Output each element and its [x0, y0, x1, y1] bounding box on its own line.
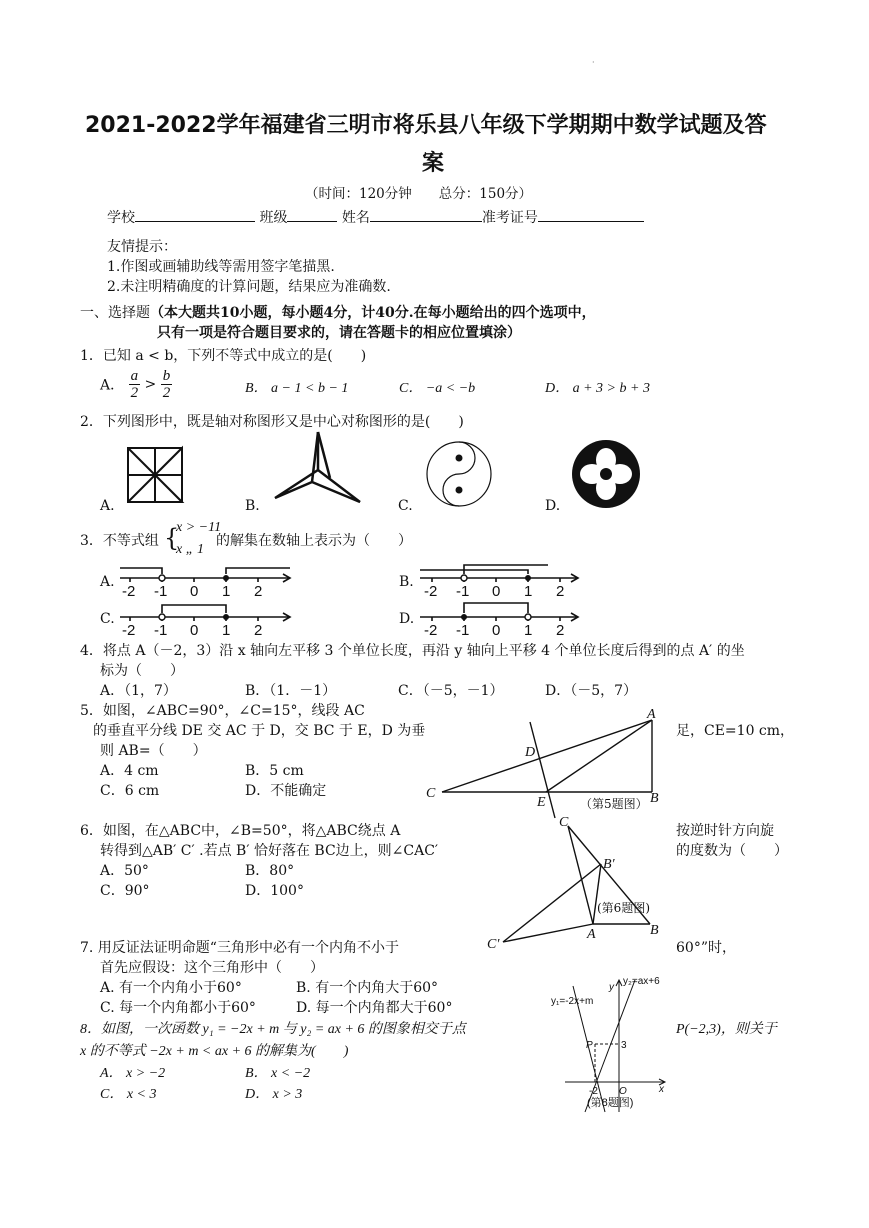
svg-text:1: 1 [524, 583, 533, 600]
svg-text:-2: -2 [122, 583, 136, 600]
q4-line2: 标为（ ） [100, 663, 184, 679]
name-blank[interactable] [370, 207, 482, 222]
q4-option-a[interactable]: A．（1，7） [100, 683, 177, 699]
q6-line1: 6．如图，在△ABC中，∠B=50°，将△ABC绕点 A [80, 823, 401, 839]
section1-label: 一、选择题 [80, 305, 150, 321]
class-blank[interactable] [287, 207, 337, 222]
q7-option-c[interactable]: C. 每一个内角都小于60° [100, 1000, 256, 1016]
y1-label: y₁=-2x+m [551, 996, 594, 1007]
origin-label: O [619, 1086, 627, 1097]
q2-option-a[interactable]: A. [100, 498, 115, 514]
q3-stem-prefix: 3．不等式组 [80, 533, 159, 549]
q6-line2: 转得到△AB′ C′ .若点 B′ 恰好落在 BC边上，则∠CAC′ [100, 843, 439, 859]
q3-stem [80, 530, 159, 550]
svg-text:2: 2 [556, 622, 565, 639]
svg-text:-1: -1 [456, 583, 470, 600]
fraction-a-over-2: $\frac{a}{2}$ [130, 368, 139, 401]
q5-line2: 的垂直平分线 DE 交 AC 于 D，交 BC 于 E，D 为垂 [93, 723, 426, 739]
number-line-c [118, 599, 293, 637]
q6-line2-tail: 的度数为（ ） [676, 843, 788, 859]
fraction-b-over-2: $\frac{b}{2}$ [162, 368, 171, 401]
q8-caption: (第8题图) [587, 1097, 634, 1109]
three-point-star-figure [270, 430, 365, 510]
section1-desc2: 只有一项是符合题目要求的，请在答题卡的相应位置填涂） [157, 325, 521, 341]
q1-a-label: A． [100, 377, 125, 394]
number-line-a [118, 562, 293, 598]
q3-stem-suffix: 的解集在数轴上表示为（ ） [216, 533, 412, 549]
y-axis-label: y [609, 982, 614, 993]
y-value-3: 3 [621, 1040, 627, 1051]
q3-system-line1: x > −11 [176, 520, 222, 535]
q5-option-d[interactable]: D．不能确定 [245, 783, 327, 799]
point-p-label: P [586, 1040, 593, 1051]
q2-option-d[interactable]: D. [545, 498, 561, 514]
q7-line2: 首先应假设：这个三角形中（ ） [100, 960, 324, 976]
q5-option-a[interactable]: A．4 cm [100, 763, 159, 779]
q8-line1: 8．如图，一次函数 y₁ = −2x + m 与 y₂ = ax + 6 的图象相交于点 [80, 1022, 466, 1037]
q6-option-d[interactable]: D．100° [245, 883, 304, 899]
q5-line2-tail: 足，CE=10 cm， [676, 723, 795, 739]
q3-option-c[interactable]: C. [100, 611, 115, 627]
q1-stem: 1．已知 a < b，下列不等式中成立的是( ) [80, 348, 367, 364]
q5-line1: 5．如图，∠ABC=90°，∠C=15°，线段 AC [80, 703, 365, 719]
q7-line1: 7. 用反证法证明命题“三角形中必有一个内角不小于 [80, 940, 399, 956]
section1-desc1: （本大题共10小题，每小题4分，计40分.在每小题给出的四个选项中， [150, 305, 596, 321]
q7-option-a[interactable]: A. 有一个内角小于60° [100, 980, 242, 996]
q4-option-c[interactable]: C．（－5，－1） [398, 683, 504, 699]
q5-label-a: A [647, 707, 656, 722]
x-axis-label: x [659, 1084, 664, 1095]
q6-label-a: A [587, 927, 596, 942]
number-line-d [418, 599, 583, 637]
q5-option-c[interactable]: C．6 cm [100, 783, 160, 799]
section1-heading [80, 302, 596, 322]
q6-label-c-prime: C′ [487, 937, 500, 952]
q6-option-b[interactable]: B．80° [245, 863, 295, 879]
svg-text:-2: -2 [424, 583, 438, 600]
q2-option-c[interactable]: C. [398, 498, 413, 514]
q2-option-b[interactable]: B. [245, 498, 260, 514]
q8-option-b[interactable]: B． x < −2 [245, 1066, 311, 1081]
svg-text:-2: -2 [424, 622, 438, 639]
y2-label: y₂=ax+6 [623, 976, 660, 987]
svg-text:1: 1 [222, 622, 231, 639]
svg-text:-1: -1 [154, 583, 168, 600]
q5-option-b[interactable]: B．5 cm [245, 763, 304, 779]
page-title-line1: 2021-2022学年福建省三明市将乐县八年级下学期期中数学试题及答 [85, 113, 767, 138]
q8-line1-tail: P(−2,3)，则关于 [676, 1022, 777, 1037]
q7-option-d[interactable]: D. 每一个内角都大于60° [296, 1000, 453, 1016]
pinwheel-figure [120, 440, 192, 512]
svg-text:0: 0 [492, 622, 501, 639]
q6-rotation-figure [485, 812, 670, 952]
q1-option-c[interactable]: C． −a < −b [399, 381, 476, 396]
q3-system-line2: x „ 1 [176, 542, 204, 557]
number-line-b [418, 562, 583, 598]
exam-no-blank[interactable] [538, 207, 644, 222]
q8-option-c[interactable]: C． x < 3 [100, 1087, 157, 1102]
tip-2: 2.未注明精确度的计算问题，结果应为准确数. [107, 279, 391, 295]
q5-triangle-figure [420, 700, 680, 820]
q4-option-d[interactable]: D．（－5，7） [545, 683, 638, 699]
q6-caption: (第6题图) [597, 901, 650, 915]
svg-text:-1: -1 [456, 622, 470, 639]
q3-option-a[interactable]: A. [100, 574, 115, 590]
time-info: （时间：120分钟 总分：150分） [305, 186, 533, 202]
q6-label-b: B [650, 923, 659, 938]
q6-option-a[interactable]: A．50° [100, 863, 149, 879]
svg-text:1: 1 [222, 583, 231, 600]
class-label: 班级 [259, 210, 288, 226]
school-blank[interactable] [135, 207, 255, 222]
svg-text:-2: -2 [122, 622, 136, 639]
svg-text:2: 2 [254, 583, 263, 600]
q8-function-graph [545, 972, 675, 1112]
q6-label-b-prime: B′ [603, 857, 615, 872]
q1-option-a[interactable] [100, 368, 172, 401]
q4-option-b[interactable]: B．（1．－1） [245, 683, 337, 699]
q1-option-d[interactable]: D． a + 3 > b + 3 [545, 381, 650, 396]
q6-label-c: C [559, 815, 569, 830]
svg-text:0: 0 [190, 622, 199, 639]
brace-icon: { [164, 524, 180, 552]
page-title-line2: 案 [422, 151, 445, 176]
q7-line1-tail: 60°”时， [676, 940, 736, 956]
q6-line1-tail: 按逆时针方向旋 [676, 823, 774, 839]
page-dot: · [592, 58, 595, 67]
q5-label-c: C [426, 786, 436, 801]
tips-title: 友情提示： [107, 239, 177, 255]
q3-option-b[interactable]: B. [399, 574, 414, 590]
q5-line3: 则 AB=（ ） [100, 743, 207, 759]
svg-text:0: 0 [492, 583, 501, 600]
q8-option-d[interactable]: D． x > 3 [245, 1087, 303, 1102]
x-value-neg2: -2 [589, 1086, 598, 1097]
svg-text:1: 1 [524, 622, 533, 639]
svg-text:-1: -1 [154, 622, 168, 639]
q8-option-a[interactable]: A． x > −2 [100, 1066, 166, 1081]
info-fields [107, 207, 644, 227]
school-label: 学校 [107, 210, 135, 226]
yin-yang-figure [425, 440, 493, 508]
q6-option-c[interactable]: C．90° [100, 883, 150, 899]
q8-line2: x 的不等式 −2x + m < ax + 6 的解集为( ) [80, 1044, 349, 1059]
svg-text:0: 0 [190, 583, 199, 600]
gt-sign: > [144, 376, 157, 393]
q5-label-e: E [537, 795, 546, 810]
svg-text:2: 2 [254, 622, 263, 639]
q2-stem: 2．下列图形中，既是轴对称图形又是中心对称图形的是( ) [80, 414, 464, 430]
q5-label-d: D [525, 745, 536, 760]
quatrefoil-figure [570, 438, 642, 510]
exam-no-label: 准考证号 [481, 210, 538, 226]
name-label: 姓名 [341, 210, 370, 226]
svg-text:2: 2 [556, 583, 565, 600]
q7-option-b[interactable]: B. 有一个内角大于60° [296, 980, 439, 996]
q1-option-b[interactable]: B． a − 1 < b − 1 [245, 381, 349, 396]
q3-option-d[interactable]: D. [399, 611, 415, 627]
q5-label-b: B [650, 791, 659, 806]
tip-1: 1.作图或画辅助线等需用签字笔描黑. [107, 259, 335, 275]
q5-caption: （第5题图） [580, 797, 648, 811]
q4-line1: 4．将点 A（－2，3）沿 x 轴向左平移 3 个单位长度，再沿 y 轴向上平移 4 个单位长度后得到的点 A′ 的坐 [80, 643, 745, 659]
